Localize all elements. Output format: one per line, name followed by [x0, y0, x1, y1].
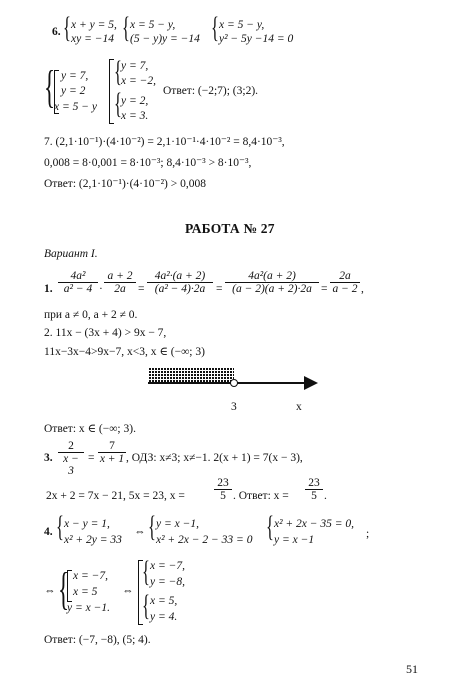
answer-4: Ответ: (−7, −8), (5; 4). — [44, 634, 151, 646]
system-line: y = 4. — [150, 611, 178, 623]
problem-6-number: 6. — [52, 26, 61, 38]
question-1-number: 1. — [44, 283, 53, 295]
fraction: $\frac{a + 2}{2a}$ — [104, 270, 136, 295]
system-brace: { — [114, 55, 122, 88]
fraction: $\frac{2}{x - 3}$ — [58, 440, 84, 477]
equivalence-icon: ⇔ — [44, 585, 56, 597]
system-line: x = −7, — [150, 560, 185, 572]
period: . — [324, 490, 327, 502]
question-2-line: 11x−3x−4>9x−7, x<3, x ∈ (−∞; 3) — [44, 346, 205, 358]
system-line: y² − 5y −14 = 0 — [219, 33, 294, 45]
system-line: x = −7, — [73, 570, 108, 582]
system-brace: { — [63, 11, 71, 44]
condition: при a ≠ 0, a + 2 ≠ 0. — [44, 309, 138, 321]
equals-sign: = — [138, 283, 145, 295]
answer-2: Ответ: x ∈ (−∞; 3). — [44, 423, 136, 435]
system-brace: { — [114, 87, 122, 120]
fraction: $\frac{2a}{a - 2}$ — [330, 270, 360, 295]
fraction: $\frac{23}{5}$ — [305, 477, 323, 502]
fraction: $\frac{\text{4a²(a + 2)}}{(a - 2)(a + 2)\cdot 2a}$ — [225, 270, 319, 295]
question-4-number: 4. — [44, 526, 53, 538]
system-line: y = x −1 — [274, 534, 315, 546]
fraction: $\frac{\text{4a²}}{\text{a² − 4}}$ — [58, 270, 98, 295]
system-brace: { — [266, 510, 274, 543]
system-line: x² + 2x − 35 = 0, — [274, 518, 355, 530]
question-2-line: 2. 11x − (3x + 4) > 9x − 7, — [44, 327, 167, 339]
system-line: y = 7, — [61, 70, 89, 82]
system-line: x = 5 − y, — [219, 19, 265, 31]
system-line: x = 5, — [150, 595, 178, 607]
system-line: x² + 2y = 33 — [64, 534, 122, 546]
fraction: $\frac{\text{4a²·(a + 2)}}{\text{(a² − 4)·2a}}$ — [147, 270, 213, 295]
system-brace: { — [122, 11, 130, 44]
semicolon: ; — [366, 528, 370, 540]
tick-label: 3 — [231, 401, 237, 413]
system-line: x − y = 1, — [64, 518, 110, 530]
equation-text: , ОДЗ: x≠3; x≠−1. 2(x + 1) = 7(x − 3), — [126, 452, 303, 464]
system-line: y = −8, — [150, 576, 185, 588]
system-brace: { — [58, 563, 70, 614]
system-brace: { — [44, 61, 56, 112]
equivalence-icon: ⇔ — [122, 585, 134, 597]
shaded-region — [148, 368, 234, 383]
equivalence-icon: ⇔ — [134, 526, 146, 538]
axis-label: x — [296, 401, 302, 413]
number-line — [140, 362, 325, 394]
variant-label: Вариант I. — [44, 248, 98, 260]
system-line: x + y = 5, — [71, 19, 117, 31]
problem-7-line: 0,008 = 8·0,001 = 8·10⁻³; 8,4·10⁻³ > 8·10⁻³, — [44, 157, 252, 169]
system-line: x = 5 − y, — [130, 19, 176, 31]
comma: , — [361, 283, 364, 295]
equals-sign: = — [216, 283, 223, 295]
system-line: x = 5 − y — [54, 101, 97, 113]
system-line: x² + 2x − 2 − 33 = 0 — [156, 534, 253, 546]
system-line: xy = −14 — [71, 33, 114, 45]
system-brace: { — [211, 11, 219, 44]
fraction: $\frac{7}{x + 1}$ — [99, 440, 125, 465]
equation-text: 2x + 2 = 7x − 21, 5x = 23, x = — [46, 490, 185, 502]
system-line: y = x −1. — [67, 602, 110, 614]
fraction: $\frac{23}{5}$ — [214, 477, 232, 502]
question-3-number: 3. — [44, 452, 53, 464]
work-title: РАБОТА № 27 — [185, 221, 275, 236]
axis-arrow-icon — [304, 376, 318, 390]
system-line: (5 − y)y = −14 — [130, 33, 200, 45]
equals-sign: = — [88, 452, 95, 464]
answer-3-label: . Ответ: x = — [233, 490, 289, 502]
operator: · — [99, 283, 103, 295]
system-line: x = −2, — [121, 75, 156, 87]
system-line: x = 5 — [73, 586, 98, 598]
system-line: y = 2 — [61, 85, 86, 97]
answer-6: Ответ: (−2;7); (3;2). — [163, 85, 259, 97]
open-point — [231, 380, 238, 387]
system-line: y = 7, — [121, 60, 149, 72]
equals-sign: = — [321, 283, 328, 295]
page-number: 51 — [406, 662, 418, 676]
system-brace: { — [142, 555, 150, 588]
system-line: y = x −1, — [156, 518, 199, 530]
answer-7: Ответ: (2,1·10⁻¹)·(4·10⁻²) > 0,008 — [44, 178, 206, 190]
system-brace: { — [148, 510, 156, 543]
set-bracket — [67, 570, 72, 602]
problem-7-line: 7. (2,1·10⁻¹)·(4·10⁻²) = 2,1·10⁻¹·4·10⁻² = 8,4·10⁻³, — [44, 136, 285, 148]
system-brace: { — [142, 589, 150, 622]
system-line: x = 3. — [121, 110, 149, 122]
system-brace: { — [56, 510, 64, 543]
system-line: y = 2, — [121, 95, 149, 107]
